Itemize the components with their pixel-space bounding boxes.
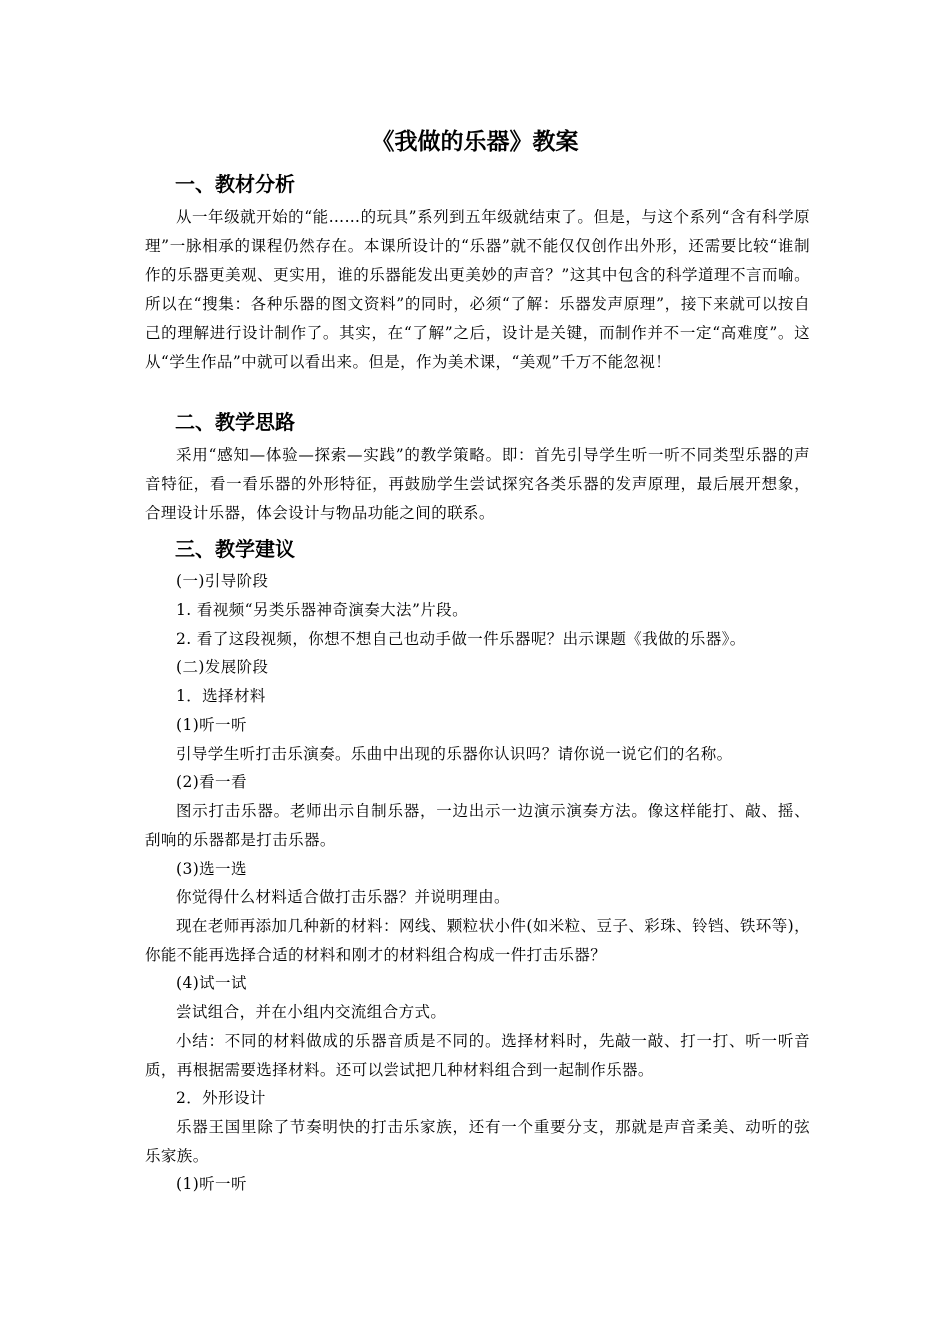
- substep-try: (4)试一试: [176, 974, 247, 992]
- section-heading-teaching-suggestions: 三、教学建议: [175, 537, 295, 561]
- substep-choose-text-1: 你觉得什么材料适合做打击乐器？并说明理由。: [176, 888, 510, 906]
- shape-design-text: 乐器王国里除了节奏明快的打击乐家族，还有一个重要分支，那就是声音柔美、动听的弦乐家族。: [145, 1118, 810, 1165]
- textbook-analysis-paragraph: 从一年级就开始的“能……的玩具”系列到五年级就结束了。但是，与这个系列“含有科学原理”一脉相承的课程仍然存在。本课所设计的“乐器”就不能仅仅创作出外形，还需要比较“谁制作的乐器更美观、更实用，谁的乐器能发出更美妙的声音？”这其中包含的科学道理不言而喻。所以在“搜集：各种乐器的图文资料”的同时，必须“了解：乐器发声原理”，接下来就可以按自己的理解进行设计制作了。其实，在“了解”之后，设计是关键，而制作并不一定“高难度”。这从“学生作品”中就可以看出来。但是，作为美术课，“美观”千万不能忽视！: [145, 208, 810, 371]
- section-heading-teaching-approach: 二、教学思路: [175, 410, 295, 434]
- substep-choose: (3)选一选: [176, 860, 247, 878]
- document-title: 《我做的乐器》教案: [371, 129, 579, 155]
- stage-guide-label: (一)引导阶段: [176, 572, 269, 590]
- section-heading-textbook-analysis: 一、教材分析: [175, 172, 295, 196]
- substep-listen: (1)听一听: [176, 716, 247, 734]
- substep-try-text: 尝试组合，并在小组内交流组合方式。: [176, 1003, 447, 1021]
- substep-choose-text-2: 现在老师再添加几种新的材料：网线、颗粒状小件(如米粒、豆子、彩珠、铃铛、铁环等)，你能不能再选择合适的材料和刚才的材料组合构成一件打击乐器？: [145, 917, 810, 964]
- teaching-approach-paragraph: 采用“感知—体验—探索—实践”的教学策略。即：首先引导学生听一听不同类型乐器的声音特征，看一看乐器的外形特征，再鼓励学生尝试探究各类乐器的发声原理，最后展开想象，合理设计乐器，体会设计与物品功能之间的联系。: [145, 446, 810, 522]
- step-shape-design: 2．外形设计: [176, 1089, 266, 1107]
- substep-listen-2: (1)听一听: [176, 1175, 247, 1193]
- substep-look: (2)看一看: [176, 773, 247, 791]
- substep-look-text: 图示打击乐器。老师出示自制乐器，一边出示一边演示演奏方法。像这样能打、敲、摇、刮响的乐器都是打击乐器。: [145, 802, 810, 849]
- guide-item-2: 2. 看了这段视频，你想不想自己也动手做一件乐器呢？出示课题《我做的乐器》。: [176, 630, 746, 648]
- substep-listen-text: 引导学生听打击乐演奏。乐曲中出现的乐器你认识吗？请你说一说它们的名称。: [176, 745, 733, 763]
- stage-development-label: (二)发展阶段: [176, 658, 269, 676]
- step-choose-materials: 1．选择材料: [176, 687, 266, 705]
- guide-item-1: 1. 看视频“另类乐器神奇演奏大法”片段。: [176, 601, 468, 619]
- summary-paragraph: 小结：不同的材料做成的乐器音质是不同的。选择材料时，先敲一敲、打一打、听一听音质，再根据需要选择材料。还可以尝试把几种材料组合到一起制作乐器。: [145, 1032, 810, 1079]
